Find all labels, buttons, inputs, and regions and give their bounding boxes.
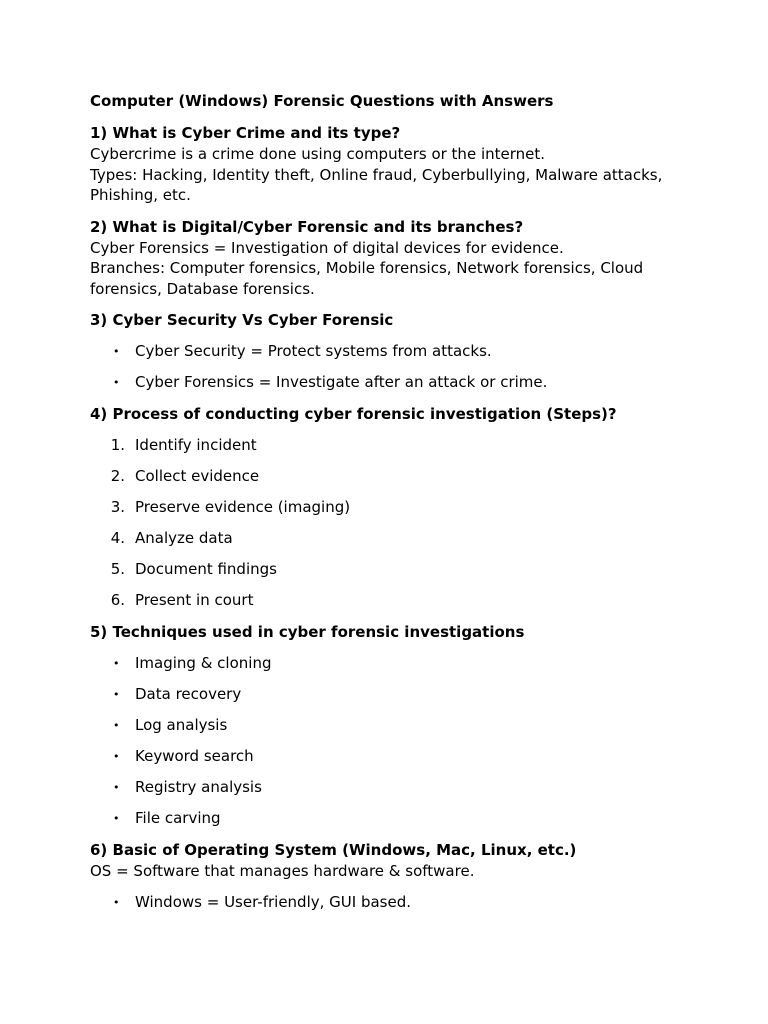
list-item-text: Identify incident [135, 436, 257, 454]
paragraph: OS = Software that manages hardware & software. [90, 862, 475, 880]
list-item [90, 892, 690, 913]
list-item [90, 777, 690, 798]
list-item [90, 341, 690, 362]
list-item-text: Data recovery [135, 685, 242, 703]
document-body [90, 91, 690, 924]
list-number: 1. [110, 436, 125, 454]
list-number: 3. [110, 498, 125, 516]
list-item-text: Present in court [135, 591, 254, 609]
list-item-text: File carving [135, 809, 221, 827]
section-heading: 4) Process of conducting cyber forensic investigation (Steps)? [90, 405, 617, 423]
list-item [90, 590, 690, 611]
section-heading: 3) Cyber Security Vs Cyber Forensic [90, 311, 394, 329]
list-item-text: Collect evidence [135, 467, 260, 485]
section-operating-system [90, 840, 690, 913]
list-item-text: Windows = User-friendly, GUI based. [135, 892, 411, 911]
list-item [90, 497, 690, 518]
paragraph: Cybercrime is a crime done using computers or the internet. [90, 145, 546, 163]
bullet-icon: • [113, 657, 120, 670]
bullet-list [90, 892, 690, 913]
bullet-icon: • [113, 895, 120, 909]
section-heading: 6) Basic of Operating System (Windows, Mac, Linux, etc.) [90, 841, 577, 859]
list-item-text: Preserve evidence (imaging) [135, 498, 351, 516]
list-item [90, 746, 690, 767]
list-number: 2. [110, 467, 125, 485]
list-item-text: Document findings [135, 560, 277, 578]
list-item [90, 653, 690, 674]
section-heading: 2) What is Digital/Cyber Forensic and its branches? [90, 217, 524, 236]
list-item [90, 715, 690, 736]
bullet-icon: • [113, 812, 120, 825]
section-security-vs-forensic [90, 310, 690, 393]
section-heading: 5) Techniques used in cyber forensic investigations [90, 623, 525, 641]
bullet-icon: • [113, 781, 120, 794]
list-item [90, 435, 690, 456]
list-item [90, 559, 690, 580]
bullet-icon: • [113, 376, 120, 389]
list-item-text: Keyword search [135, 747, 254, 765]
list-item-text: Cyber Security = Protect systems from attacks. [135, 342, 492, 360]
document-title: Computer (Windows) Forensic Questions with Answers [90, 92, 554, 110]
bullet-icon: • [113, 719, 120, 732]
list-item-text: Analyze data [135, 529, 233, 547]
list-item-text: Registry analysis [135, 778, 262, 796]
section-investigation-steps [90, 404, 690, 611]
section-heading: 1) What is Cyber Crime and its type? [90, 124, 401, 142]
numbered-list [90, 435, 690, 611]
section-cyber-crime [90, 123, 690, 206]
list-item-text: Imaging & cloning [135, 654, 272, 672]
paragraph: Cyber Forensics = Investigation of digital devices for evidence. [90, 238, 564, 257]
list-item [90, 372, 690, 393]
list-item-text: Cyber Forensics = Investigate after an attack or crime. [135, 373, 548, 391]
paragraph: Types: Hacking, Identity theft, Online fraud, Cyberbullying, Malware attacks, Phishing, etc. [90, 165, 663, 204]
section-digital-forensic [90, 217, 690, 300]
bullet-list [90, 653, 690, 829]
list-item [90, 528, 690, 549]
list-number: 4. [110, 529, 125, 547]
section-techniques [90, 622, 690, 829]
bullet-icon: • [113, 345, 120, 358]
list-item [90, 808, 690, 829]
list-item [90, 684, 690, 705]
list-number: 6. [110, 591, 125, 609]
bullet-list [90, 341, 690, 393]
list-number: 5. [110, 560, 125, 578]
list-item [90, 466, 690, 487]
bullet-icon: • [113, 750, 120, 763]
paragraph: Branches: Computer forensics, Mobile forensics, Network forensics, Cloud forensics, Database forensics. [90, 259, 644, 298]
bullet-icon: • [113, 688, 120, 701]
list-item-text: Log analysis [135, 716, 228, 734]
